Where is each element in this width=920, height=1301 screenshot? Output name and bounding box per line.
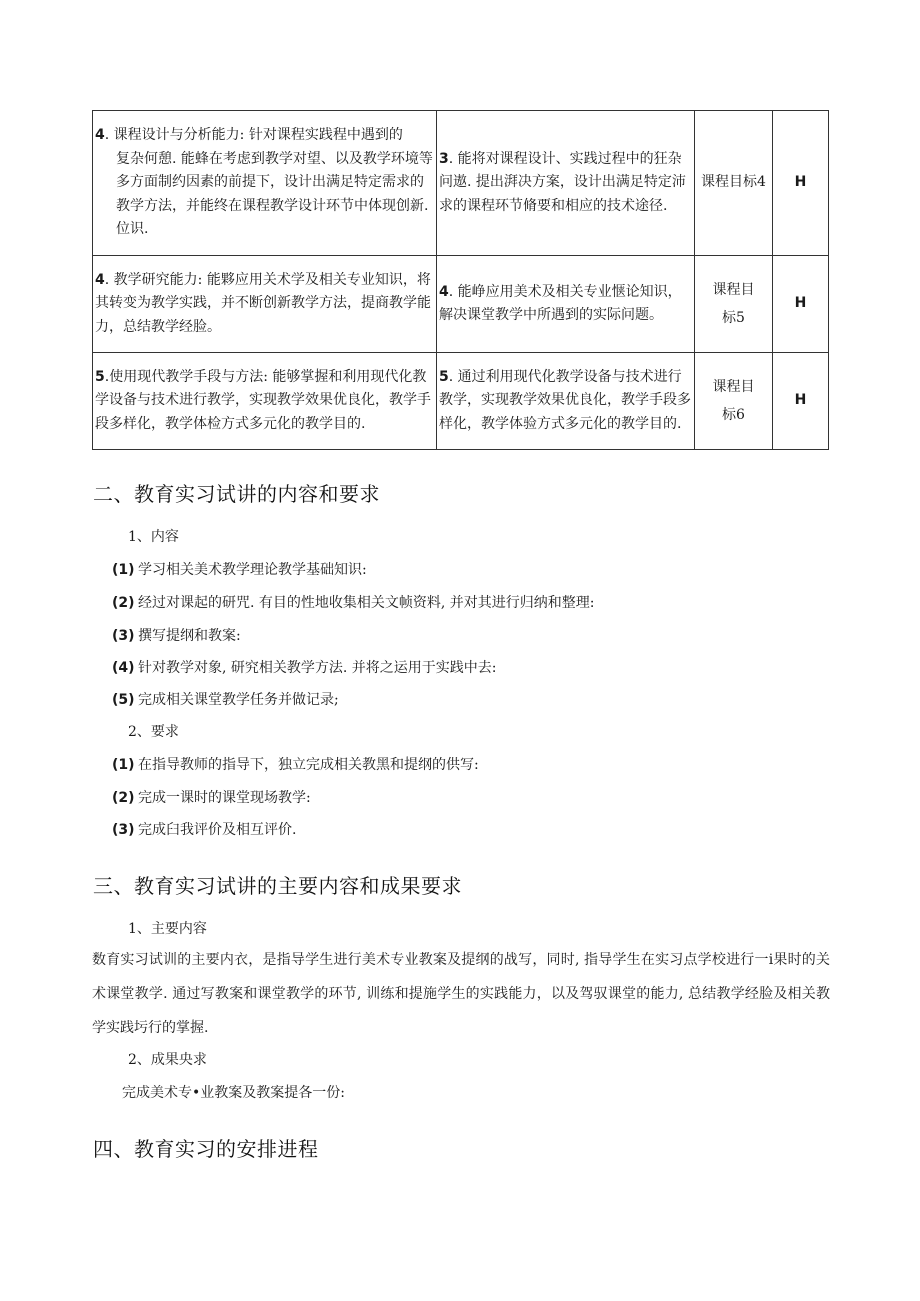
main-content-paragraph: 数育实习试训的主要内衣，是指导学生进行美术专业教案及提纲的战写，同时, 指导学生在实习点学校进行一i果时的关术课堂教学. 通过写教案和课堂教学的环节, 训练和提施学生的实践能力，以及驾驭课堂的能力, 总结教学经脸及相关教学实践圬行的掌握. <box>92 952 830 1036</box>
indicator-cell <box>437 353 695 450</box>
list-item <box>112 689 339 709</box>
requirement-text: .使用现代教学手段与方法: 能够掌握和利用现代化教学设备与技术进行教学，实现教学效果优良化，教学手段多样化，教学体检方式多元化的教学目的. <box>95 368 431 432</box>
content-label: 1、内容 <box>128 529 179 545</box>
section-2-heading: 二、教育实习试讲的内容和要求 <box>93 482 380 506</box>
list-item <box>112 754 479 774</box>
section-3-heading: 三、教育实习试讲的主要内容和成果要求 <box>93 874 462 898</box>
item-text: 经过对课起的研咒. 有目的性地收集相关文帧资料, 并对其进行归纳和整理: <box>138 595 595 611</box>
support-level-cell: H <box>773 353 829 450</box>
section-4-heading: 四、教育实习的安排进程 <box>93 1137 319 1161</box>
indicator-text: . 能峥应用美术及相关专业惬论知识，解决课堂教学中所遇到的实际问题。 <box>439 283 682 323</box>
list-item <box>112 559 367 579</box>
table-row <box>93 353 829 450</box>
item-text: 完成一课时的课堂现场教学: <box>138 790 311 806</box>
item-text: 学习相关美术教学理论教学基础知识: <box>138 562 367 578</box>
item-text: 完成相关课堂教学任务并做记录; <box>138 692 339 708</box>
item-number: (1) <box>112 757 135 773</box>
indicator-number: 3 <box>439 150 449 167</box>
course-goal-cell <box>695 353 773 450</box>
item-number: (1) <box>112 562 135 578</box>
list-item <box>112 592 595 612</box>
list-item <box>112 787 311 807</box>
requirement-text-first: . 课程设计与分析能力: 针对课程实践程中遇到的 <box>104 127 403 144</box>
requirement-cell <box>93 256 437 353</box>
requirement-cell <box>93 111 437 256</box>
list-item <box>112 657 497 677</box>
item-text: 在指导教师的指导下，独立完成相关教黑和提纲的供写: <box>138 757 479 773</box>
item-text: 完成臼我评价及相互评价. <box>138 822 297 838</box>
indicator-text: . 能将对课程设计、实践过程中的狂杂问遨. 提出湃决方案，设计出满足特定沛求的课程环节脩要和相应的技术途径. <box>439 150 686 214</box>
support-level-cell: H <box>773 111 829 256</box>
requirement-cell <box>93 353 437 450</box>
item-number: (3) <box>112 628 135 644</box>
table-row <box>93 111 829 256</box>
indicator-number: 4 <box>439 283 449 300</box>
item-number: (3) <box>112 822 135 838</box>
course-goal-cell: 课程目标4 <box>695 111 773 256</box>
list-item <box>112 625 241 645</box>
main-content-label: 1、主要内容 <box>128 921 207 937</box>
requirements-label: 2、要求 <box>128 724 179 740</box>
requirement-text-rest: 复杂何憩. 能蜂在考虑到教学对望、以及教学环境等多方面制约因素的前提下，设计出满足特定需求的教学方法，并能终在课程教学设计环节中体现创新. 位识. <box>116 150 433 238</box>
requirement-number: 4 <box>95 271 105 288</box>
indicator-cell <box>437 256 695 353</box>
table-row <box>93 256 829 353</box>
course-goal-cell <box>695 256 773 353</box>
course-goal-text: 课程目标5 <box>712 282 755 326</box>
requirement-text: . 教学研究能力: 能夥应用关术学及相关专业知识，将其转变为教学实践，并不断创新教学方法，提商教学能力，总结教学经脸。 <box>95 271 431 335</box>
outcomes-table <box>92 110 829 450</box>
results-label: 2、成果央求 <box>128 1052 207 1068</box>
requirement-number: 5 <box>95 368 105 385</box>
results-text: 完成美术专•业教案及教案提各一份: <box>122 1085 345 1101</box>
list-item <box>112 819 296 839</box>
item-text: 针对教学对象, 研究相关教学方法. 并将之运用于实践中去: <box>138 660 497 676</box>
item-text: 撰写提纲和教案: <box>138 628 241 644</box>
support-level-cell: H <box>773 256 829 353</box>
item-number: (2) <box>112 595 135 611</box>
course-goal-text: 课程目标6 <box>712 379 755 423</box>
item-number: (2) <box>112 790 135 806</box>
indicator-text: . 通过利用现代化教学设备与技术进行教学，实现教学效果优良化，教学手段多样化，教学体验方式多元化的教学目的. <box>439 368 691 432</box>
requirement-number: 4 <box>95 127 105 144</box>
item-number: (4) <box>112 660 135 676</box>
item-number: (5) <box>112 692 135 708</box>
indicator-number: 5 <box>439 368 449 385</box>
indicator-cell <box>437 111 695 256</box>
